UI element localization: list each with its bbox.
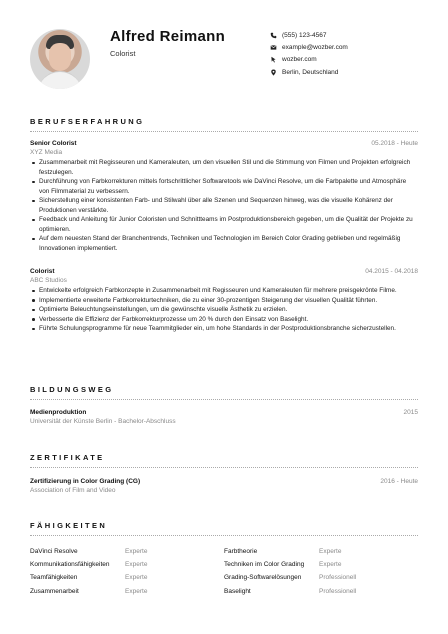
job-bullet-list [30,158,418,253]
list-item: Implementierte erweiterte Farbkorrekturtechniken, die zu einer 30-prozentigen Steigerung der visuellen Qualität führten. [30,296,418,306]
contact-email-text[interactable]: example@wozber.com [282,43,348,51]
list-item: Verbesserte die Effizienz der Farbkorrekturprozesse um 20 % durch den Einsatz von Baselight. [30,315,418,325]
list-item: Optimierte Beleuchtungseinstellungen, um die gewünschte visuelle Ästhetik zu erzielen. [30,305,418,315]
education-entry-header [30,409,418,416]
education-date: 2015 [403,409,418,416]
skill-name: Teamfähigkeiten [30,574,78,582]
list-item: Führte Schulungsprogramme für neue Teammitglieder ein, um hohe Standards in der Postproduktionsbranche sicherzustellen. [30,324,418,334]
section-title-certificates: ZERTIFIKATE [30,453,105,462]
contact-phone-text: (555) 123-4567 [282,31,327,39]
job-date: 05.2018 - Heute [371,140,418,147]
job-date: 04.2015 - 04.2018 [365,268,418,275]
skill-level: Professionell [319,587,357,595]
link-icon [268,56,278,63]
company-name: XYZ Media [30,149,63,156]
section-divider [30,467,418,468]
skill-name: Grading-Softwarelösungen [224,574,302,582]
candidate-role: Colorist [110,49,136,58]
phone-icon [268,32,278,39]
job-bullet-list [30,286,418,334]
contact-email[interactable] [268,41,348,53]
skill-row [30,545,418,558]
section-divider [30,535,418,536]
skill-row [30,585,418,598]
certificate-title: Zertifizierung in Color Grading (CG) [30,478,141,485]
experience-entry-2-header [30,268,418,275]
job-title: Colorist [30,268,55,275]
certificate-entry-header [30,478,418,485]
section-title-experience: BERUFSERFAHRUNG [30,117,145,126]
contact-website-text[interactable]: wozber.com [282,56,317,64]
section-title-skills: FÄHIGKEITEN [30,521,108,530]
skill-name: Zusammenarbeit [30,587,79,595]
avatar [30,29,90,89]
certificate-issuer: Association of Film and Video [30,487,116,494]
skill-level: Experte [125,574,148,582]
list-item: Entwickelte erfolgreich Farbkonzepte in Zusammenarbeit mit Regisseuren und Kameraleuten für mehrere preisgekrönte Filme. [30,286,418,296]
skill-name: Baselight [224,587,251,595]
skill-name: Farbtheorie [224,548,258,556]
school-name: Universität der Künste Berlin - Bachelor-Abschluss [30,418,176,425]
skill-level: Experte [319,548,342,556]
skill-name: DaVinci Resolve [30,548,78,556]
skill-row [30,558,418,571]
contact-location-text: Berlin, Deutschland [282,68,339,76]
section-divider [30,131,418,132]
list-item: Zusammenarbeit mit Regisseuren und Kameraleuten, um den visuellen Stil und die Stimmung von Filmen und Projekten erfolgreich festzulegen. [30,158,418,177]
degree-title: Medienproduktion [30,409,87,416]
candidate-name: Alfred Reimann [110,28,226,45]
location-icon [268,69,278,76]
certificate-date: 2016 - Heute [380,478,418,485]
list-item: Durchführung von Farbkorrekturen mittels fortschrittlicher Softwaretools wie DaVinci Resolve, um die Farbpalette und Atmosphäre von Filmmaterial zu verbessern. [30,177,418,196]
skill-row [30,571,418,584]
section-divider [30,399,418,400]
skill-level: Experte [125,561,148,569]
experience-entry-1-header [30,140,418,147]
list-item: Feedback und Anleitung für Junior Coloristen und Schnittteams im Postproduktionsbereich gegeben, um die Qualität der Projekte zu optimieren. [30,215,418,234]
contact-website[interactable] [268,54,348,66]
section-title-education: BILDUNGSWEG [30,385,114,394]
contact-list [268,29,348,78]
skill-level: Experte [125,587,148,595]
skills-grid [30,545,418,598]
skill-level: Professionell [319,574,357,582]
company-name: ABC Studios [30,277,67,284]
skill-level: Experte [319,561,342,569]
contact-phone [268,29,348,41]
job-title: Senior Colorist [30,140,77,147]
contact-location [268,66,348,78]
list-item: Sicherstellung einer konsistenten Farb- und Stilwahl über alle Szenen und Sequenzen hinweg, was die visuelle Kohärenz der Produktionen verstärkte. [30,196,418,215]
email-icon [268,44,278,51]
skill-level: Experte [125,548,148,556]
list-item: Auf dem neuesten Stand der Branchentrends, Techniken und Technologien im Bereich Color Grading geblieben und regelmäßig Innovationen implementiert. [30,234,418,253]
skill-name: Kommunikationsfähigkeiten [30,561,110,569]
skill-name: Techniken im Color Grading [224,561,305,569]
